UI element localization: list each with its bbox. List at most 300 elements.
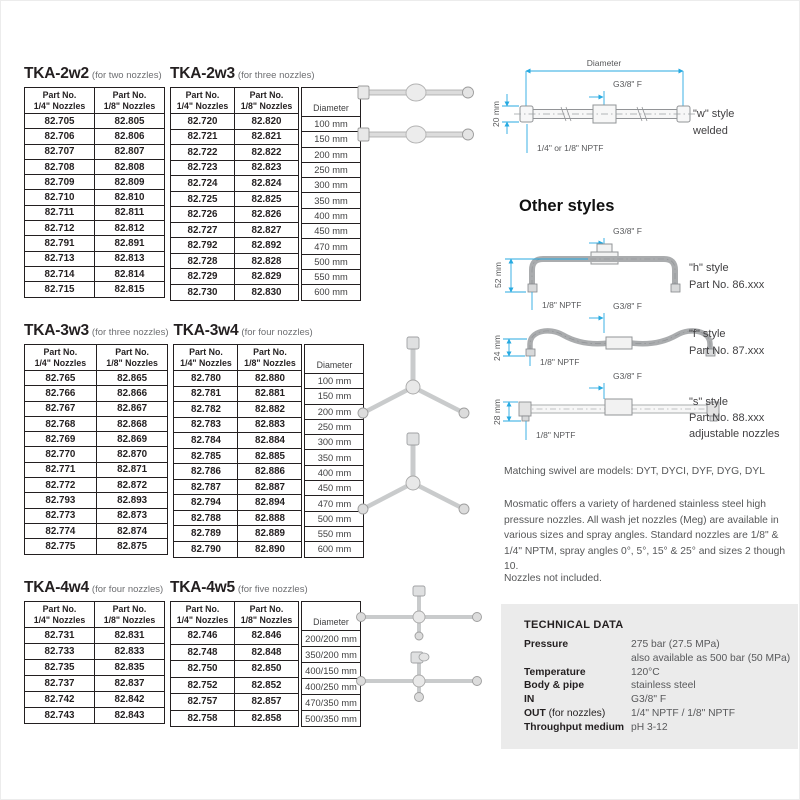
part-number-cell: 82.713 (25, 251, 95, 266)
table-row (25, 401, 168, 416)
table-title-code: TKA-3w4 (173, 322, 239, 339)
style-name: "w" style (693, 108, 735, 120)
table-row (302, 162, 361, 177)
part-number-table (24, 87, 165, 298)
column-header: Part No. 1/4" Nozzles (171, 602, 235, 628)
style-note: adjustable nozzles (689, 428, 780, 440)
table-row (302, 147, 361, 162)
column-header: Part No. 1/8" Nozzles (96, 345, 168, 371)
table-row (171, 191, 299, 207)
diameter-cell: 200 mm (305, 404, 364, 419)
table-title (24, 65, 165, 83)
part-number-cell: 82.790 (174, 542, 238, 558)
column-header: Part No. 1/4" Nozzles (25, 602, 95, 628)
part-number-cell: 82.780 (174, 371, 238, 387)
table-title-code: TKA-2w3 (170, 65, 235, 82)
diameter-dimension-label: Diameter (586, 58, 622, 68)
part-number-cell: 82.826 (235, 207, 299, 223)
table-title (170, 65, 361, 83)
diameter-cell: 400 mm (305, 465, 364, 480)
part-number-cell: 82.888 (238, 510, 302, 526)
diameter-cell: 200 mm (302, 147, 361, 162)
other-styles-heading: Other styles (519, 197, 615, 215)
part-number-cell: 82.771 (25, 462, 97, 477)
technical-data-rows (524, 638, 792, 735)
part-number-cell: 82.852 (235, 677, 299, 694)
part-number-cell: 82.831 (95, 628, 165, 644)
diameter-cell: 450 mm (305, 481, 364, 496)
part-number-cell: 82.843 (95, 708, 165, 724)
diameter-cell: 150 mm (302, 132, 361, 147)
part-number-cell: 82.794 (174, 495, 238, 511)
part-number-cell: 82.829 (235, 269, 299, 285)
part-number-cell: 82.789 (174, 526, 238, 542)
part-number-cell: 82.892 (235, 238, 299, 254)
diameter-cell: 400/150 mm (302, 663, 361, 679)
part-number-cell: 82.812 (95, 221, 165, 236)
table-row (174, 464, 302, 480)
part-number-cell: 82.808 (95, 159, 165, 174)
part-number-cell: 82.814 (95, 266, 165, 281)
part-number-cell: 82.806 (95, 129, 165, 144)
table-row (25, 508, 168, 523)
table-row (25, 282, 165, 297)
table-row (25, 371, 168, 386)
style-note: welded (693, 125, 728, 137)
part-number-cell: 82.894 (238, 495, 302, 511)
part-number-cell: 82.792 (171, 238, 235, 254)
part-number-table (173, 344, 302, 558)
table-row (25, 175, 165, 190)
table-title-code: TKA-4w4 (24, 579, 89, 596)
nozzles-not-included-note: Nozzles not included. (504, 573, 602, 584)
table-row (171, 661, 299, 678)
part-number-cell: 82.858 (235, 710, 299, 727)
table-row (25, 523, 168, 538)
part-number-cell: 82.870 (96, 447, 168, 462)
table-row (25, 539, 168, 554)
style-part-no: Part No. 86.xxx (689, 279, 765, 291)
part-number-cell: 82.824 (235, 176, 299, 192)
table-row (174, 448, 302, 464)
part-number-cell: 82.772 (25, 478, 97, 493)
part-number-cell: 82.883 (238, 417, 302, 433)
diameter-cell: 500/350 mm (302, 711, 361, 727)
tech-value: pH 3-12 (631, 721, 668, 733)
column-header: Part No. 1/4" Nozzles (25, 88, 95, 114)
part-number-cell: 82.828 (235, 253, 299, 269)
diameter-table (301, 87, 361, 301)
part-number-cell: 82.731 (25, 628, 95, 644)
part-number-cell: 82.813 (95, 251, 165, 266)
thread-label: 1/4" or 1/8" NPTF (537, 143, 604, 153)
table-row (174, 542, 302, 558)
table-row (25, 493, 168, 508)
part-number-cell: 82.735 (25, 660, 95, 676)
table-row (174, 495, 302, 511)
fitting-label: G3/8" F (613, 79, 642, 89)
table-row (171, 176, 299, 192)
diameter-cell: 550 mm (302, 269, 361, 284)
table-row (305, 542, 364, 557)
diameter-cell: 350 mm (302, 193, 361, 208)
part-number-cell: 82.715 (25, 282, 95, 297)
header-row (302, 602, 361, 631)
part-number-cell: 82.722 (171, 145, 235, 161)
product-photo-five-arm-cross (353, 649, 485, 705)
product-photo-two-nozzle-bar-2 (357, 123, 475, 146)
diameter-cell: 250 mm (305, 419, 364, 434)
table-row (302, 663, 361, 679)
diameter-cell: 100 mm (302, 117, 361, 132)
part-number-cell: 82.885 (238, 448, 302, 464)
table-row (171, 160, 299, 176)
part-number-cell: 82.707 (25, 144, 95, 159)
column-header: Part No. 1/8" Nozzles (235, 88, 299, 114)
part-number-cell: 82.783 (174, 417, 238, 433)
diameter-cell: 150 mm (305, 389, 364, 404)
table-row (174, 510, 302, 526)
product-photo-four-arm-cross (353, 584, 485, 644)
part-number-cell: 82.825 (235, 191, 299, 207)
diameter-cell: 350 mm (305, 450, 364, 465)
diameter-cell: 300 mm (302, 178, 361, 193)
diameter-cell: 450 mm (302, 224, 361, 239)
part-number-cell: 82.765 (25, 371, 97, 386)
table-row (25, 221, 165, 236)
part-number-cell: 82.775 (25, 539, 97, 554)
diameter-cell: 470 mm (305, 496, 364, 511)
table-row (25, 462, 168, 477)
part-number-cell: 82.815 (95, 282, 165, 297)
part-number-cell: 82.837 (95, 676, 165, 692)
part-number-cell: 82.874 (96, 523, 168, 538)
part-number-cell: 82.712 (25, 221, 95, 236)
header-row (171, 602, 299, 628)
table-row (171, 129, 299, 145)
table-row (25, 236, 165, 251)
part-number-table (170, 601, 299, 727)
table-row (25, 708, 165, 724)
header-row (302, 88, 361, 117)
part-number-cell: 82.782 (174, 402, 238, 418)
table-row (302, 631, 361, 647)
table-title-code: TKA-4w5 (170, 579, 235, 596)
table-row (171, 222, 299, 238)
table-row (302, 208, 361, 223)
table-row (25, 644, 165, 660)
table-row (174, 402, 302, 418)
product-photo-three-arm-2 (351, 431, 476, 526)
technical-data-box (501, 604, 798, 749)
part-number-cell: 82.893 (96, 493, 168, 508)
diameter-header: Diameter (305, 345, 364, 374)
part-number-cell: 82.887 (238, 479, 302, 495)
part-number-cell: 82.768 (25, 416, 97, 431)
part-number-cell: 82.867 (96, 401, 168, 416)
w-style-drawing (493, 56, 793, 171)
part-number-cell: 82.709 (25, 175, 95, 190)
part-number-cell: 82.833 (95, 644, 165, 660)
diameter-cell: 100 mm (305, 374, 364, 389)
part-number-cell: 82.881 (238, 386, 302, 402)
part-number-cell: 82.846 (235, 628, 299, 645)
diameter-cell: 500 mm (302, 254, 361, 269)
tech-value: stainless steel (631, 680, 696, 692)
table-row (302, 679, 361, 695)
table-title (24, 322, 168, 340)
part-number-cell: 82.720 (171, 114, 235, 130)
part-number-cell: 82.882 (238, 402, 302, 418)
table-title-code: TKA-2w2 (24, 65, 89, 82)
part-number-cell: 82.737 (25, 676, 95, 692)
table-row (171, 145, 299, 161)
part-number-cell: 82.710 (25, 190, 95, 205)
diameter-cell: 470 mm (302, 239, 361, 254)
table-row (302, 132, 361, 147)
column-header: Part No. 1/4" Nozzles (171, 88, 235, 114)
product-description: Mosmatic offers a variety of hardened stainless steel high pressure nozzles. All wash jet nozzles (Meg) are available in various sizes and spray angles. Standard nozzles are 1/8" & 1/4" NPTM, spray angles 0°, 5°, 15° & 25° and sizes 2 though 10. (504, 499, 786, 572)
part-number-cell: 82.822 (235, 145, 299, 161)
table-title (24, 579, 165, 597)
table-row (174, 386, 302, 402)
table-row (25, 432, 168, 447)
height-dimension-label: 20 mm (491, 101, 501, 127)
tech-label: Body & pipe (524, 680, 585, 692)
table-title-note: (for five nozzles) (237, 584, 308, 595)
fitting-label: G3/8" F (613, 371, 642, 381)
column-header: Part No. 1/8" Nozzles (95, 88, 165, 114)
part-number-cell: 82.827 (235, 222, 299, 238)
table-row (25, 114, 165, 129)
diameter-cell: 500 mm (305, 511, 364, 526)
thread-label: 1/8" NPTF (542, 300, 582, 310)
part-number-cell: 82.873 (96, 508, 168, 523)
part-number-cell: 82.871 (96, 462, 168, 477)
f-style-drawing (493, 299, 793, 369)
header-row (25, 88, 165, 114)
thread-label: 1/8" NPTF (540, 357, 580, 367)
table-row (302, 224, 361, 239)
table-row (171, 285, 299, 301)
part-number-cell: 82.868 (96, 416, 168, 431)
diameter-cell: 400/250 mm (302, 679, 361, 695)
table-row (25, 676, 165, 692)
part-number-cell: 82.889 (238, 526, 302, 542)
part-number-cell: 82.880 (238, 371, 302, 387)
part-number-cell: 82.866 (96, 386, 168, 401)
column-header: Part No. 1/8" Nozzles (95, 602, 165, 628)
column-header: Part No. 1/8" Nozzles (238, 345, 302, 371)
table-row (25, 660, 165, 676)
table-row (174, 526, 302, 542)
product-photo-three-arm-1 (351, 335, 476, 430)
part-number-cell: 82.767 (25, 401, 97, 416)
part-number-cell: 82.766 (25, 386, 97, 401)
part-number-cell: 82.725 (171, 191, 235, 207)
part-number-cell: 82.850 (235, 661, 299, 678)
part-number-cell: 82.886 (238, 464, 302, 480)
table-title-note: (for four nozzles) (241, 327, 313, 338)
part-number-cell: 82.706 (25, 129, 95, 144)
table-row (302, 178, 361, 193)
table-title (170, 579, 361, 597)
table-row (302, 117, 361, 132)
part-number-cell: 82.805 (95, 114, 165, 129)
part-number-cell: 82.791 (25, 236, 95, 251)
diameter-cell: 400 mm (302, 208, 361, 223)
part-number-cell: 82.728 (171, 253, 235, 269)
part-number-table (24, 601, 165, 724)
part-number-cell: 82.711 (25, 205, 95, 220)
tech-value: 275 bar (27.5 MPa) (631, 639, 720, 650)
part-number-table (170, 87, 299, 301)
table-row (25, 251, 165, 266)
table-row (25, 447, 168, 462)
part-number-cell: 82.872 (96, 478, 168, 493)
part-number-cell: 82.784 (174, 433, 238, 449)
part-number-cell: 82.769 (25, 432, 97, 447)
table-row (25, 190, 165, 205)
table-row (302, 254, 361, 269)
part-number-cell: 82.809 (95, 175, 165, 190)
part-number-cell: 82.748 (171, 644, 235, 661)
height-dimension-label: 52 mm (493, 262, 503, 288)
table-row (171, 694, 299, 711)
tech-value: also available as 500 bar (50 MPa) (631, 652, 791, 664)
diameter-cell: 600 mm (305, 542, 364, 557)
part-number-cell: 82.705 (25, 114, 95, 129)
part-number-cell: 82.875 (96, 539, 168, 554)
diameter-header: Diameter (302, 602, 361, 631)
tech-label: Temperature (524, 666, 586, 678)
part-number-cell: 82.746 (171, 628, 235, 645)
table-row (25, 386, 168, 401)
table-title (173, 322, 364, 340)
part-number-cell: 82.727 (171, 222, 235, 238)
style-name: "s" style (689, 396, 728, 408)
table-title-note: (for three nozzles) (237, 70, 315, 81)
part-number-cell: 82.891 (95, 236, 165, 251)
part-number-cell: 82.823 (235, 160, 299, 176)
part-number-cell: 82.842 (95, 692, 165, 708)
s-style-drawing (493, 367, 793, 445)
table-row (25, 692, 165, 708)
table-row (25, 628, 165, 644)
tech-label: Pressure (524, 639, 569, 650)
part-number-cell: 82.793 (25, 493, 97, 508)
table-row (302, 695, 361, 711)
tech-label (524, 652, 631, 666)
tech-label: IN (524, 694, 535, 706)
table-title-code: TKA-3w3 (24, 322, 89, 339)
style-name: "f" style (689, 328, 726, 340)
part-number-cell: 82.890 (238, 542, 302, 558)
table-title-note: (for four nozzles) (91, 584, 164, 595)
table-row (171, 269, 299, 285)
part-number-cell: 82.733 (25, 644, 95, 660)
table-title-note: (for two nozzles) (91, 70, 162, 81)
part-number-cell: 82.770 (25, 447, 97, 462)
table-row (171, 644, 299, 661)
part-number-cell: 82.773 (25, 508, 97, 523)
table-row (174, 433, 302, 449)
table-row (171, 710, 299, 727)
style-part-no: Part No. 88.xxx (689, 412, 765, 424)
table-row (25, 266, 165, 281)
thread-label: 1/8" NPTF (536, 430, 576, 440)
diameter-header: Diameter (302, 88, 361, 117)
part-number-cell: 82.835 (95, 660, 165, 676)
part-number-table (24, 344, 168, 555)
diameter-cell: 200/200 mm (302, 631, 361, 647)
style-part-no: Part No. 87.xxx (689, 345, 765, 357)
part-number-cell: 82.726 (171, 207, 235, 223)
part-number-cell: 82.708 (25, 159, 95, 174)
part-number-cell: 82.869 (96, 432, 168, 447)
diameter-table (301, 601, 361, 727)
part-number-cell: 82.774 (25, 523, 97, 538)
part-number-cell: 82.865 (96, 371, 168, 386)
diameter-cell: 300 mm (305, 435, 364, 450)
table-row (171, 114, 299, 130)
tech-label: OUT (for nozzles) (524, 707, 606, 719)
table-row (25, 144, 165, 159)
table-row (174, 479, 302, 495)
table-group-tka4 (24, 579, 361, 727)
header-row (174, 345, 302, 371)
table-row (171, 207, 299, 223)
part-number-cell: 82.743 (25, 708, 95, 724)
part-number-cell: 82.750 (171, 661, 235, 678)
column-header: Part No. 1/4" Nozzles (25, 345, 97, 371)
diameter-cell: 600 mm (302, 285, 361, 300)
part-number-cell: 82.723 (171, 160, 235, 176)
height-dimension-label: 24 mm (492, 335, 502, 361)
diameter-cell: 550 mm (305, 526, 364, 541)
part-number-cell: 82.785 (174, 448, 238, 464)
column-header: Part No. 1/8" Nozzles (235, 602, 299, 628)
fitting-label: G3/8" F (613, 301, 642, 311)
swivel-models-note: Matching swivel are models: DYT, DYCI, DYF, DYG, DYL (504, 466, 765, 477)
diameter-cell: 250 mm (302, 162, 361, 177)
part-number-cell: 82.857 (235, 694, 299, 711)
part-number-cell: 82.788 (174, 510, 238, 526)
part-number-cell: 82.752 (171, 677, 235, 694)
height-dimension-label: 28 mm (492, 399, 502, 425)
part-number-cell: 82.811 (95, 205, 165, 220)
part-number-cell: 82.742 (25, 692, 95, 708)
part-number-cell: 82.820 (235, 114, 299, 130)
table-row (25, 129, 165, 144)
part-number-cell: 82.786 (174, 464, 238, 480)
part-number-cell: 82.787 (174, 479, 238, 495)
table-row (302, 193, 361, 208)
part-number-cell: 82.757 (171, 694, 235, 711)
tech-value: 1/4" NPTF / 1/8" NPTF (631, 707, 736, 719)
part-number-cell: 82.807 (95, 144, 165, 159)
part-number-cell: 82.821 (235, 129, 299, 145)
part-number-cell: 82.884 (238, 433, 302, 449)
tech-label: Throughput medium (524, 721, 625, 733)
table-row (171, 628, 299, 645)
table-group-tka3 (24, 322, 364, 558)
part-number-cell: 82.830 (235, 285, 299, 301)
diameter-cell: 350/200 mm (302, 647, 361, 663)
table-row (25, 159, 165, 174)
table-row (25, 416, 168, 431)
header-row (25, 602, 165, 628)
